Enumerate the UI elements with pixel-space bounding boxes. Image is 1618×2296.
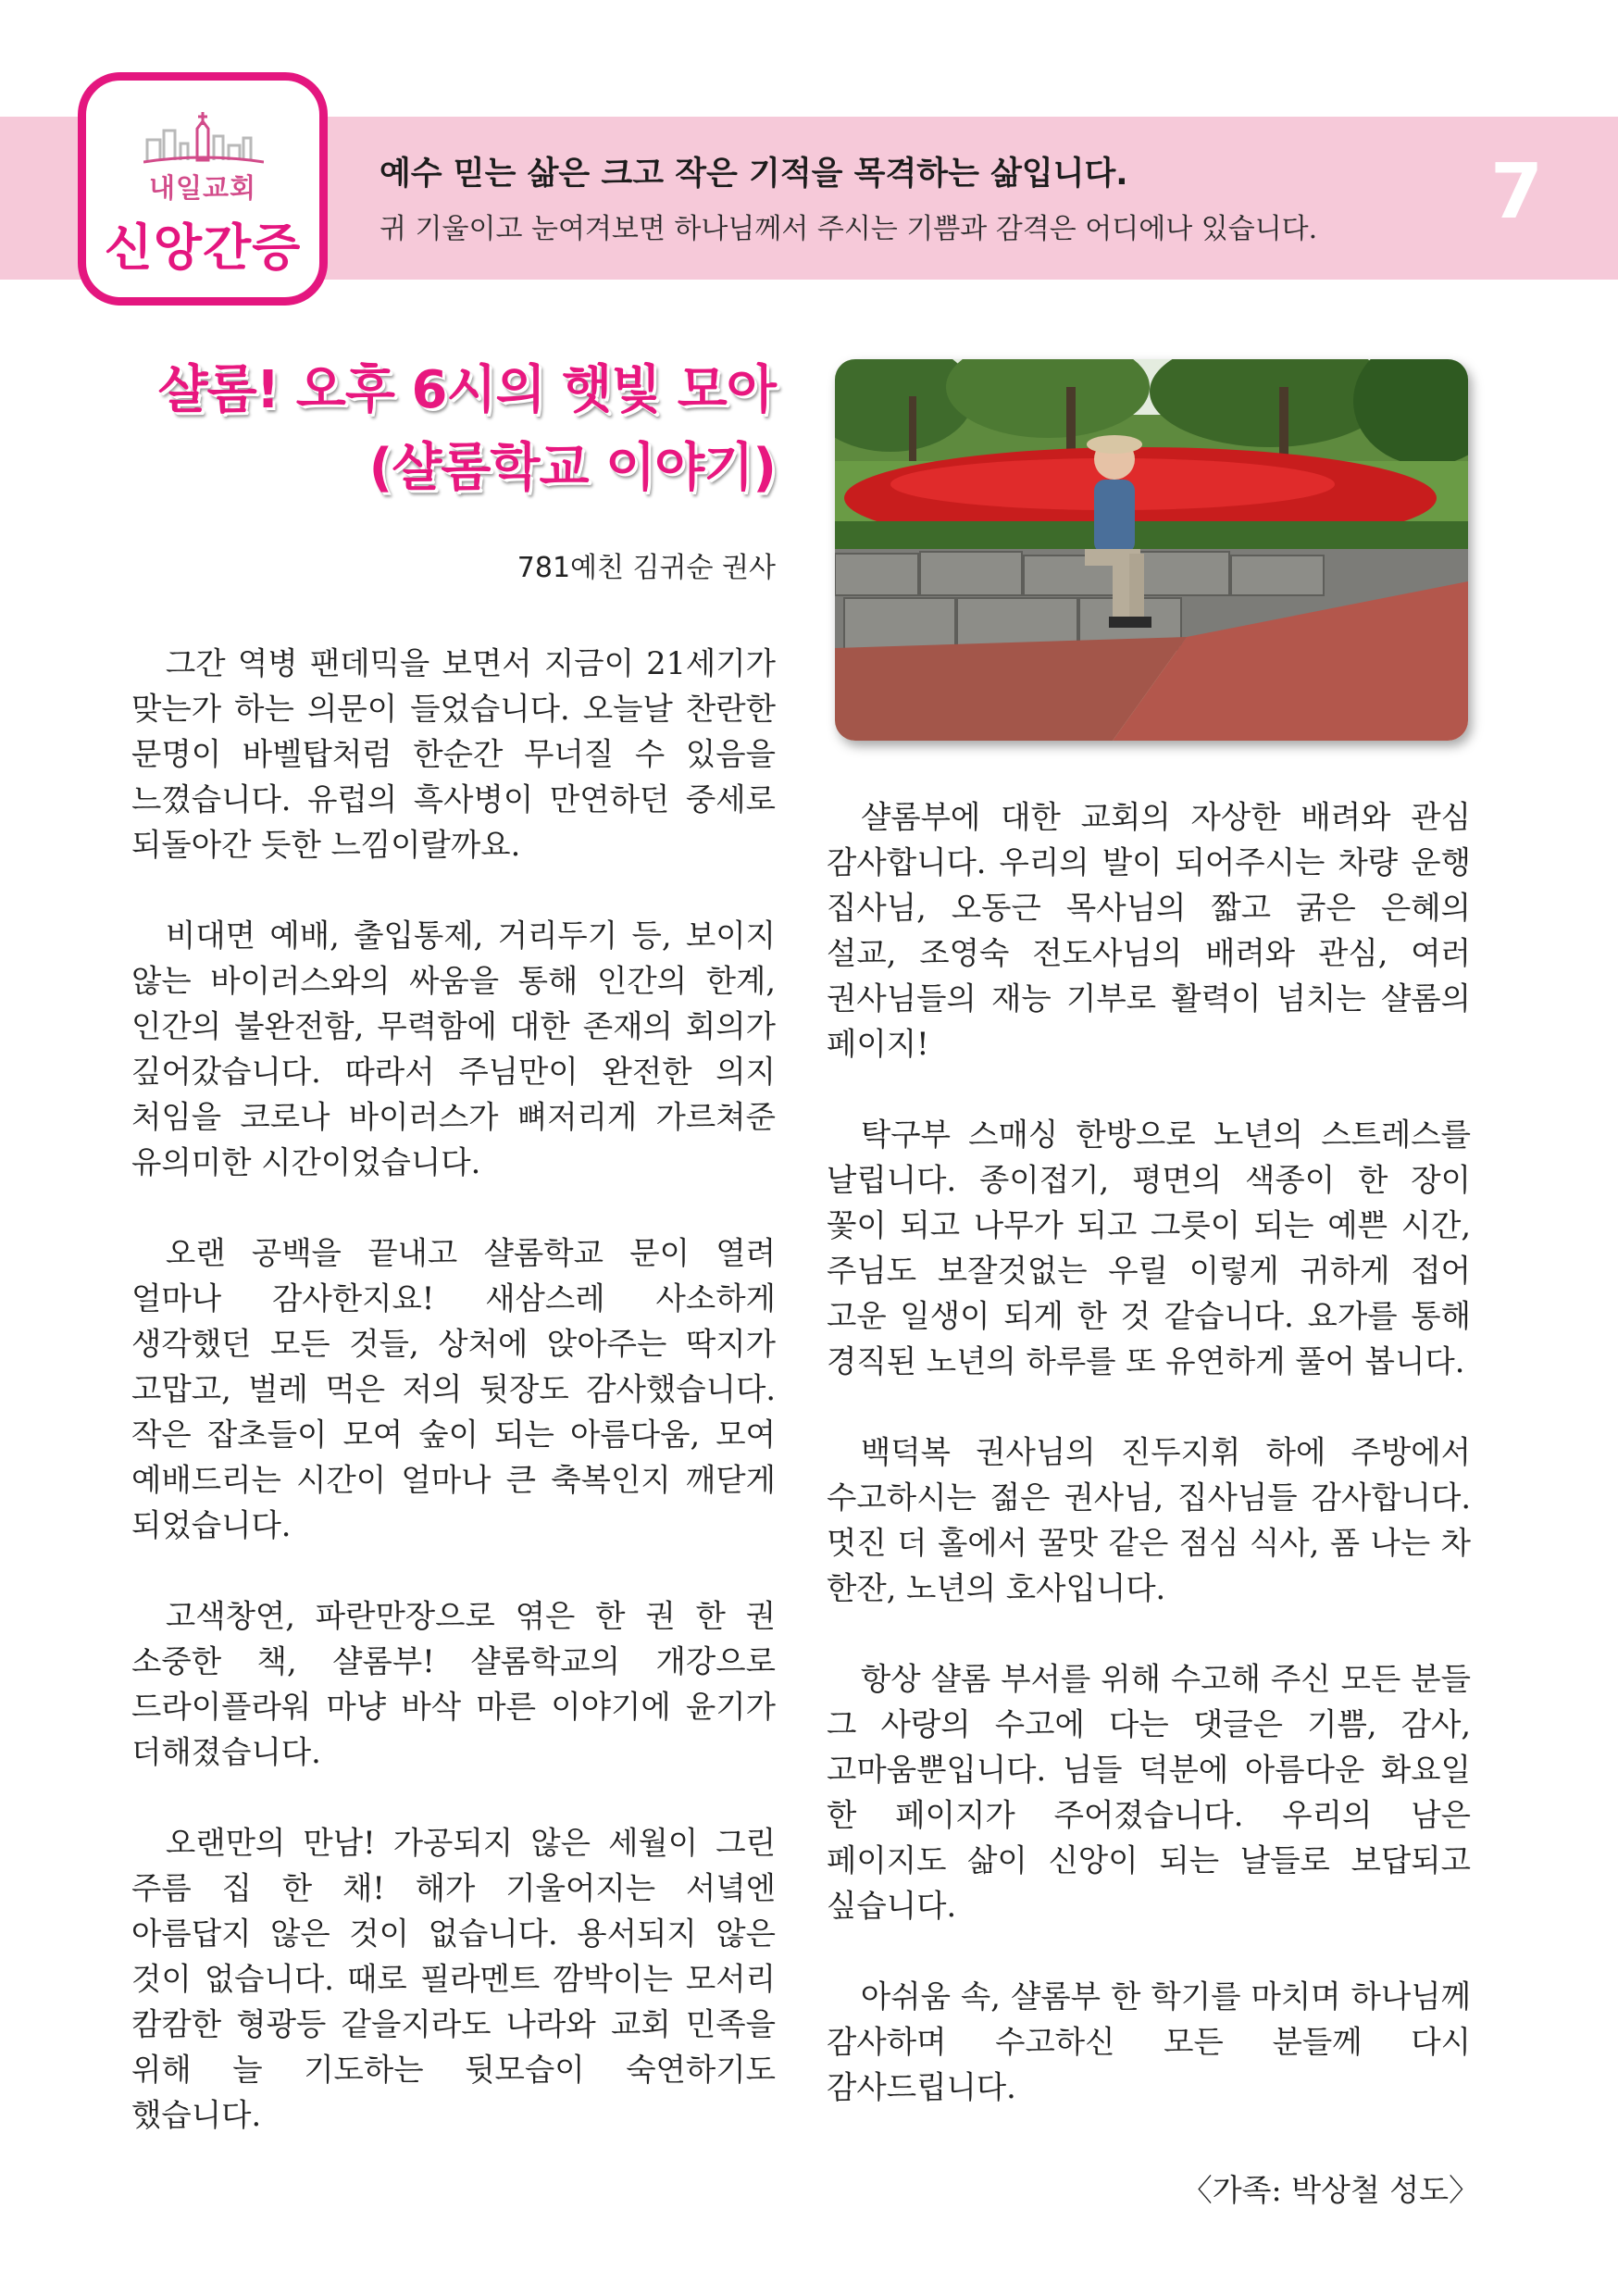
left-column [131,641,776,2183]
article-title [158,352,776,507]
header-subline: 귀 기울이고 눈여겨보면 하나님께서 주시는 기쁨과 감격은 어디에나 있습니다. [380,213,1318,245]
author-byline: 781예친 김귀순 권사 [517,552,776,584]
body-paragraph: 백덕복 권사님의 진두지휘 하에 주방에서 수고하시는 젊은 권사님, 집사님들 감사합니다. 멋진 더 홀에서 꿀맛 같은 점심 식사, 폼 나는 차 한잔, 노년의 호사입니다. [827,1434,1471,1606]
body-paragraph: 비대면 예배, 출입통제, 거리두기 등, 보이지 않는 바이러스와의 싸움을 통해 인간의 한계, 인간의 불완전함, 무력함에 대한 존재의 회의가 깊어갔습니다. 따라서 주님만이 완전한 의지 처임을 코로나 바이러스가 뼈저리게 가르쳐준 유의미한 시간이었습니다. [131,917,776,1180]
garden-photo-illustration [835,359,1468,741]
body-paragraph: 오랜만의 만남! 가공되지 않은 세월이 그린 주름 집 한 채! 해가 기울어지는 서녘엔 아름답지 않은 것이 없습니다. 용서되지 않은 것이 없습니다. 때로 필라멘트 깜박이는 모서리 캄캄한 형광등 같을지라도 나라와 교회 민족을 위해 늘 기도하는 뒷모습이 숙연하기도 했습니다. [131,1825,776,2133]
page-number: 7 [1490,148,1544,236]
church-name: 내일교회 [148,172,257,204]
section-logo [78,72,328,306]
body-paragraph: 고색창연, 파란만장으로 엮은 한 권 한 권 소중한 책, 샬롬부! 샬롬학교의 개강으로 드라이플라워 마냥 바삭 마른 이야기에 윤기가 더해졌습니다. [131,1598,776,1770]
article-photo [835,359,1468,741]
right-column [827,794,1471,2155]
family-signature: 〈가족: 박상철 성도〉 [1181,2172,1479,2208]
section-title: 신앙간증 [104,218,302,277]
header-headline: 예수 믿는 삶은 크고 작은 기적을 목격하는 삶입니다. [380,156,1128,193]
title-line-2: (샬롬학교 이야기) [368,438,776,498]
body-paragraph: 오랜 공백을 끝내고 샬롬학교 문이 열려 얼마나 감사한지요! 새삼스레 사소하게 생각했던 모든 것들, 상처에 앉아주는 딱지가 고맙고, 벌레 먹은 저의 뒷장도 감사했습니다. 작은 잡초들이 모여 숲이 되는 아름다움, 모여 예배드리는 시간이 얼마나 큰 축복인지 깨닫게 되었습니다. [131,1235,776,1543]
title-line-1: 샬롬! 오후 6시의 햇빛 모아 [157,360,776,420]
body-paragraph: 아쉬움 속, 샬롬부 한 학기를 마치며 하나님께 감사하며 수고하신 모든 분들께 다시 감사드립니다. [827,1978,1471,2105]
body-paragraph: 그간 역병 팬데믹을 보면서 지금이 21세기가 맞는가 하는 의문이 들었습니다. 오늘날 찬란한 문명이 바벨탑처럼 한순간 무너질 수 있음을 느꼈습니다. 유럽의 흑사병이 만연하던 중세로 되돌아간 듯한 느낌이랄까요. [131,645,776,863]
church-skyline-icon [143,112,264,166]
body-paragraph: 탁구부 스매싱 한방으로 노년의 스트레스를 날립니다. 종이접기, 평면의 색종이 한 장이 꽃이 되고 나무가 되고 그릇이 되는 예쁜 시간, 주님도 보잘것없는 우릴 이렇게 귀하게 접어 고운 일생이 되게 한 것 같습니다. 요가를 통해 경직된 노년의 하루를 또 유연하게 풀어 봅니다. [827,1117,1471,1379]
body-paragraph: 항상 샬롬 부서를 위해 수고해 주신 모든 분들 그 사랑의 수고에 다는 댓글은 기쁨, 감사, 고마움뿐입니다. 님들 덕분에 아름다운 화요일 한 페이지가 주어졌습니다. 우리의 남은 페이지도 삶이 신앙이 되는 날들로 보답되고 싶습니다. [827,1661,1471,1924]
body-paragraph: 샬롬부에 대한 교회의 자상한 배려와 관심 감사합니다. 우리의 발이 되어주시는 차량 운행 집사님, 오동근 목사님의 짧고 굵은 은혜의 설교, 조영숙 전도사님의 배려와 관심, 여러 권사님들의 재능 기부로 활력이 넘치는 샬롬의 페이지! [827,799,1471,1062]
